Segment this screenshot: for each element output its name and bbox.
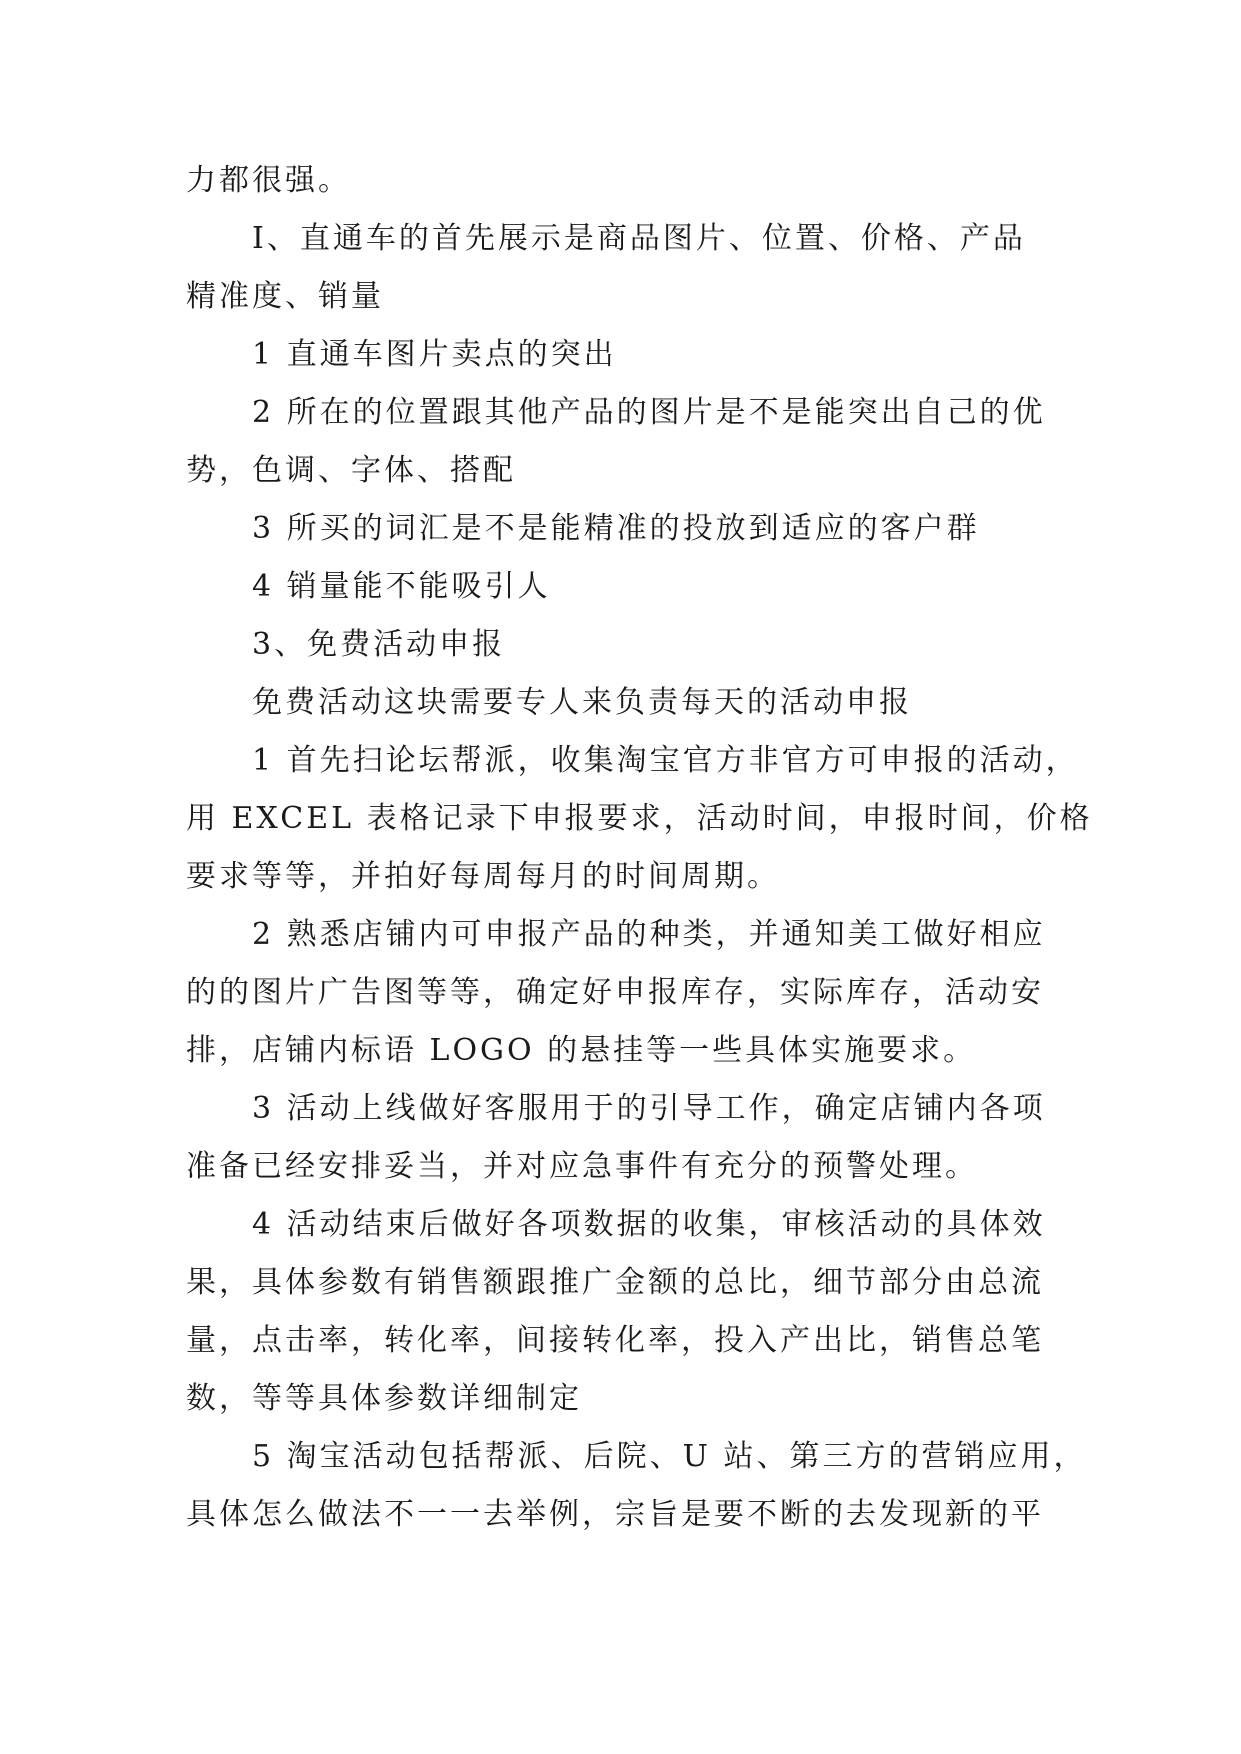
text-line: 2 熟悉店铺内可申报产品的种类，并通知美工做好相应 [252,917,1046,952]
text-line: 1 直通车图片卖点的突出 [252,337,617,372]
section-heading: 3、免费活动申报 [252,627,506,662]
text-line: 2 所在的位置跟其他产品的图片是不是能突出自己的优 [252,395,1046,430]
text-line: 3 活动上线做好客服用于的引导工作，确定店铺内各项 [252,1091,1046,1126]
document-body [186,152,1093,1544]
text-line: 4 销量能不能吸引人 [252,569,551,604]
text-line: 数，等等具体参数详细制定 [186,1381,582,1416]
text-line: 5 淘宝活动包括帮派、后院、U 站、第三方的营销应用， [252,1439,1087,1474]
text-line: 要求等等，并拍好每周每月的时间周期。 [186,859,780,894]
text-line: 准备已经安排妥当，并对应急事件有充分的预警处理。 [186,1149,978,1184]
text-line: 果，具体参数有销售额跟推广金额的总比，细节部分由总流 [186,1265,1044,1300]
text-line: 用 EXCEL 表格记录下申报要求，活动时间，申报时间，价格 [186,801,1093,836]
text-line: 3 所买的词汇是不是能精准的投放到适应的客户群 [252,511,980,546]
text-line: 量，点击率，转化率，间接转化率，投入产出比，销售总笔 [186,1323,1044,1358]
text-line: 1 首先扫论坛帮派，收集淘宝官方非官方可申报的活动， [252,743,1079,778]
text-line: 势，色调、字体、搭配 [186,453,516,488]
text-line: 排，店铺内标语 LOGO 的悬挂等一些具体实施要求。 [186,1033,977,1068]
text-line: 免费活动这块需要专人来负责每天的活动申报 [252,685,912,720]
text-line: 具体怎么做法不一一去举例，宗旨是要不断的去发现新的平 [186,1497,1044,1532]
text-line: 4 活动结束后做好各项数据的收集，审核活动的具体效 [252,1207,1046,1242]
text-line: 的的图片广告图等等，确定好申报库存，实际库存，活动安 [186,975,1044,1010]
text-line: I、直通车的首先展示是商品图片、位置、价格、产品 [252,221,1026,256]
text-line: 精准度、销量 [186,279,384,314]
text-line: 力都很强。 [186,163,351,198]
